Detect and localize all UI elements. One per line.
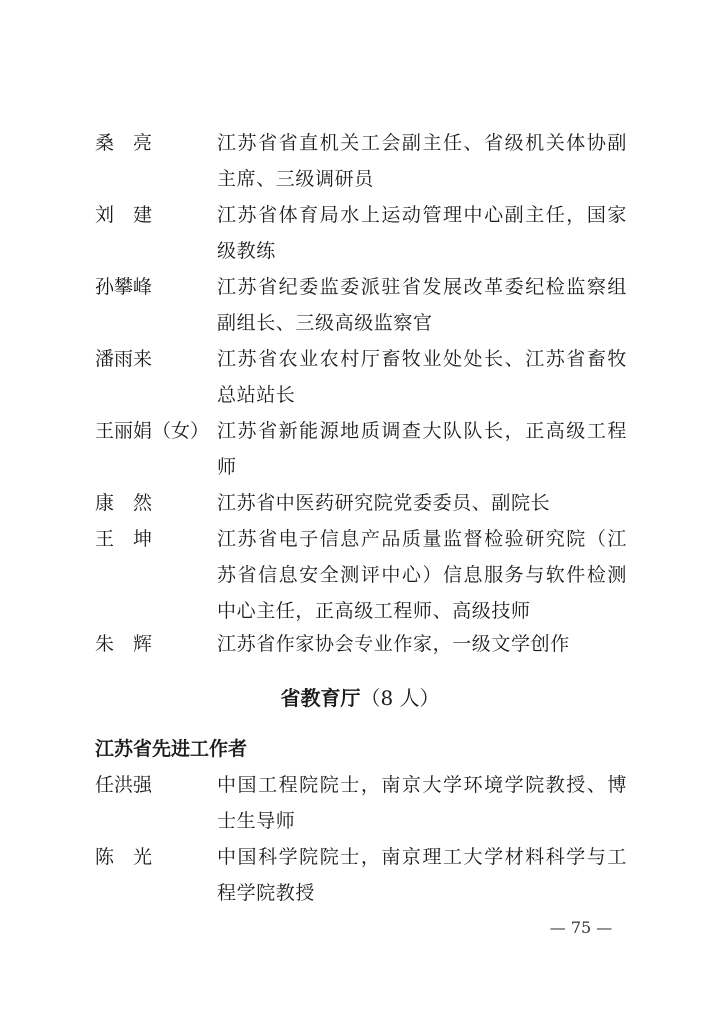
person-title: 江苏省省直机关工会副主任、省级机关体协副主席、三级调研员: [217, 132, 627, 190]
person-title: 江苏省作家协会专业作家，一级文学创作: [217, 633, 570, 655]
list-item: [95, 485, 635, 521]
person-title: 中国科学院院士，南京理工大学材料科学与工程学院教授: [217, 846, 627, 904]
person-title: 中国工程院院士，南京大学环境学院教授、博士生导师: [217, 774, 627, 832]
section-heading: [0, 680, 720, 716]
person-title: 江苏省电子信息产品质量监督检验研究院（江苏省信息安全测评中心）信息服务与软件检测中心主任，正高级工程师、高级技师: [217, 528, 627, 622]
person-title: 江苏省农业农村厅畜牧业处处长、江苏省畜牧总站站长: [217, 348, 627, 406]
list-item: [95, 125, 635, 197]
person-name: 康 然: [95, 492, 153, 514]
person-title: 江苏省新能源地质调查大队队长，正高级工程师: [217, 420, 627, 478]
list-item: [95, 341, 635, 413]
person-name: 桑 亮: [95, 132, 153, 154]
list-item: [95, 626, 635, 662]
list-item: [95, 521, 635, 629]
person-name: 王 坤: [95, 528, 153, 550]
person-name: 朱 辉: [95, 633, 153, 655]
person-title: 江苏省中医药研究院党委委员、副院长: [217, 492, 551, 514]
list-item: [95, 767, 635, 839]
list-item: [95, 413, 635, 485]
list-item: [95, 197, 635, 269]
section-title: 省教育厅: [280, 686, 361, 710]
person-title: 江苏省体育局水上运动管理中心副主任，国家级教练: [217, 204, 627, 262]
section-count: （8 人）: [360, 686, 440, 710]
list-item: [95, 839, 635, 911]
person-name: 刘 建: [95, 204, 153, 226]
subsection-heading: 江苏省先进工作者: [95, 738, 248, 760]
list-item: [95, 269, 635, 341]
person-name: 王丽娟（女）: [95, 420, 210, 442]
page-number: — 75 —: [549, 918, 613, 937]
person-title: 江苏省纪委监委派驻省发展改革委纪检监察组副组长、三级高级监察官: [217, 276, 627, 334]
person-name: 任洪强: [95, 774, 153, 796]
person-name: 潘雨来: [95, 348, 153, 370]
person-name: 孙攀峰: [95, 276, 153, 298]
person-name: 陈 光: [95, 846, 153, 868]
